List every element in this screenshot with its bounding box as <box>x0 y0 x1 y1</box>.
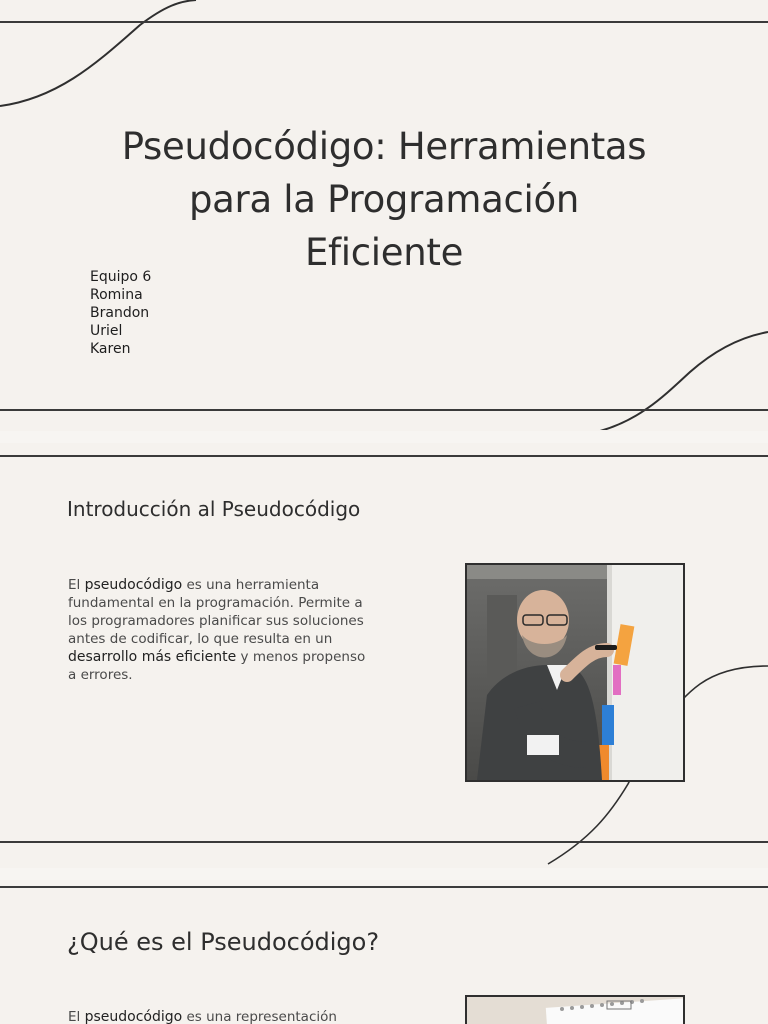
team-list <box>90 268 151 358</box>
team-name: Equipo 6 <box>90 269 152 285</box>
definition-paragraph: El pseudocódigo es una representación <box>68 1009 337 1024</box>
presentation-title: Pseudocódigo: Herramientas para la Programación Eficiente <box>121 125 647 274</box>
team-member: Romina <box>90 287 143 303</box>
slide-heading: Introducción al Pseudocódigo <box>67 497 361 521</box>
team-member: Karen <box>90 341 131 357</box>
slide-what-is <box>0 880 768 1024</box>
slide-gap <box>0 431 768 443</box>
slide-gap <box>0 868 768 880</box>
notebook-image <box>467 997 683 1024</box>
notebook-photo <box>465 995 685 1024</box>
top-rule <box>0 455 768 457</box>
bottom-rule <box>0 841 768 843</box>
slide-introduction <box>0 444 768 868</box>
highlight-term: desarrollo más eficiente <box>68 649 237 665</box>
man-writing-image <box>467 565 683 780</box>
intro-paragraph: El pseudocódigo es una herramienta fundamental en la programación. Permite a los programadores planificar sus soluciones antes de codificar, lo que resulta en un desarrollo más eficiente y menos propenso a errores. <box>68 577 366 683</box>
team-member: Brandon <box>90 305 150 321</box>
bottom-rule <box>0 409 768 411</box>
team-member: Uriel <box>90 323 123 339</box>
highlight-term: pseudocódigo <box>84 577 183 593</box>
slide-title <box>0 0 768 430</box>
slide-heading: ¿Qué es el Pseudocódigo? <box>67 928 380 956</box>
highlight-term: pseudocódigo <box>84 1009 183 1024</box>
top-rule <box>0 886 768 888</box>
top-rule <box>0 21 768 23</box>
whiteboard-photo <box>465 563 685 782</box>
